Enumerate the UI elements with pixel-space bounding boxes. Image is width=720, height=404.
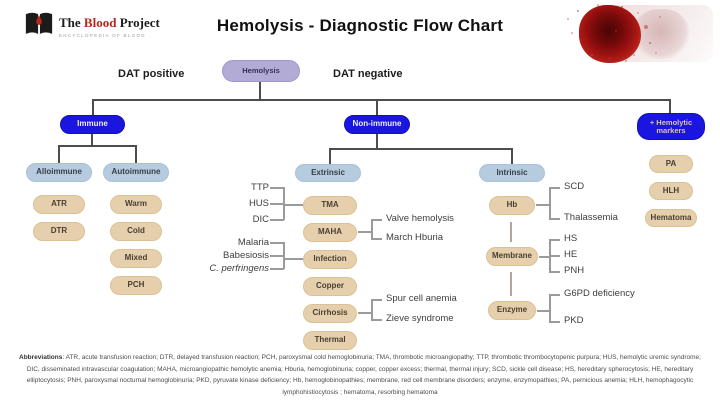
connector-line <box>270 242 284 244</box>
node-copper: Copper <box>303 277 357 296</box>
node-pa: PA <box>649 155 693 173</box>
label-march-hburia: March Hburia <box>386 232 444 243</box>
node-maha: MAHA <box>303 223 357 242</box>
logo-title: The Blood Project <box>59 15 160 30</box>
label-thalassemia: Thalassemia <box>564 212 618 223</box>
node-cirrhosis: Cirrhosis <box>303 304 357 323</box>
abbreviations-note <box>16 352 704 398</box>
connector-line <box>92 99 94 116</box>
node-dtr: DTR <box>33 222 85 241</box>
label-babesiosis: Babesiosis <box>223 250 269 261</box>
page-title: Hemolysis - Diagnostic Flow Chart <box>216 16 504 35</box>
connector-line <box>549 271 560 273</box>
label-pnh: PNH <box>564 265 585 276</box>
node-thermal: Thermal <box>303 331 357 350</box>
connector-line <box>358 312 372 314</box>
label-he: HE <box>564 249 578 260</box>
node-atr: ATR <box>33 195 85 214</box>
connector-line <box>283 242 285 269</box>
abbreviations-text: : ATR, acute transfusion reaction; DTR, delayed transfusion reaction; PCH, paroxysmal cold hemoglobinuria; TMA, thrombotic microangiopathy; TTP, thrombotic thrombocytopenic purpura; HUS, hemolytic uremic syndrome; DIC, disseminated intravascular coagulation; MAHA, microangiopathic hemolytic anemia; Hburia, hemoglobinuria; copper, copper excess; thermal, thermal injury; SCD, sickle cell disease; HS, hereditary spherocytosis; HE, hereditary elliptocytosis; PNH, paroxysmal nocturnal hemoglobinuria; PKD, pyruvate kinase deficiency; Hb, hemoglobinopathies; membrane, red cell membrane disorders; enzyme, enzymopathies; PA, pernicious anemia; HLH, hemophagocytic lymphohistiocytosis ; hematoma, resorbing hematoma <box>26 354 701 396</box>
connector-line <box>511 148 513 165</box>
node-hb: Hb <box>489 196 535 215</box>
connector-line <box>283 204 303 206</box>
connector-line <box>669 99 671 114</box>
connector-line <box>510 222 512 242</box>
connector-line <box>371 238 382 240</box>
connector-line <box>371 219 382 221</box>
node-intrinsic: Intrinsic <box>479 164 545 182</box>
red-blood-cell-image <box>555 0 720 66</box>
node-pch: PCH <box>110 276 162 295</box>
node-autoimmune: Autoimmune <box>103 163 169 182</box>
rbc-ghost-cell <box>633 9 689 59</box>
connector-line <box>270 255 284 257</box>
node-alloimmune: Alloimmune <box>26 163 92 182</box>
connector-line <box>549 218 560 220</box>
label-hs: HS <box>564 233 578 244</box>
connector-line <box>358 231 372 233</box>
label-c-perfringens: C. perfringens <box>209 263 269 274</box>
rbc-cell <box>579 5 641 63</box>
connector-line <box>92 99 671 101</box>
blood-project-logo <box>24 10 160 42</box>
dat-negative-label: DAT negative <box>333 68 403 80</box>
logo-tagline: ENCYCLOPEDIA OF BLOOD <box>59 33 146 38</box>
label-dic: DIC <box>252 214 269 225</box>
connector-line <box>549 187 551 219</box>
node-hlh: HLH <box>649 182 693 200</box>
connector-line <box>549 239 560 241</box>
connector-line <box>259 82 261 100</box>
connector-line <box>283 258 303 260</box>
label-pkd: PKD <box>564 315 584 326</box>
label-spur-cell-anemia: Spur cell anemia <box>386 293 457 304</box>
connector-line <box>371 299 382 301</box>
abbreviations-label: Abbreviations <box>19 354 63 361</box>
node-immune: Immune <box>60 115 125 134</box>
node-infection: Infection <box>303 250 357 269</box>
open-book-icon <box>24 10 54 42</box>
connector-line <box>270 187 284 189</box>
connector-line <box>549 187 560 189</box>
node-hematoma: Hematoma <box>645 209 697 227</box>
node-cold: Cold <box>110 222 162 241</box>
label-g6pd-deficiency: G6PD deficiency <box>564 288 635 299</box>
label-scd: SCD <box>564 181 585 192</box>
connector-line <box>270 219 284 221</box>
node-tma: TMA <box>303 196 357 215</box>
connector-line <box>549 321 560 323</box>
connector-line <box>58 145 60 164</box>
connector-line <box>329 148 331 165</box>
connector-line <box>510 272 512 296</box>
node-hemolysis: Hemolysis <box>222 60 300 82</box>
connector-line <box>376 99 378 116</box>
label-ttp: TTP <box>251 182 269 193</box>
connector-line <box>270 203 284 205</box>
node-mixed: Mixed <box>110 249 162 268</box>
connector-line <box>536 204 550 206</box>
dat-positive-label: DAT positive <box>118 68 185 80</box>
connector-line <box>58 145 137 147</box>
label-malaria: Malaria <box>237 237 269 248</box>
connector-line <box>549 294 551 322</box>
node-enzyme: Enzyme <box>488 301 536 320</box>
connector-line <box>549 255 560 257</box>
node-extrinsic: Extrinsic <box>295 164 361 182</box>
rbc-speckles <box>615 30 617 32</box>
connector-line <box>270 268 284 270</box>
connector-line <box>135 145 137 164</box>
node-warm: Warm <box>110 195 162 214</box>
connector-line <box>549 294 560 296</box>
node-hemolytic-markers: + Hemolytic markers <box>637 113 705 140</box>
label-hus: HUS <box>248 198 269 209</box>
node-non-immune: Non-immune <box>344 115 410 134</box>
connector-line <box>371 319 382 321</box>
connector-line <box>329 148 513 150</box>
connector-line <box>371 299 373 321</box>
node-membrane: Membrane <box>486 247 538 266</box>
label-valve-hemolysis: Valve hemolysis <box>386 213 454 224</box>
label-zieve-syndrome: Zieve syndrome <box>386 313 454 324</box>
connector-line <box>371 219 373 240</box>
